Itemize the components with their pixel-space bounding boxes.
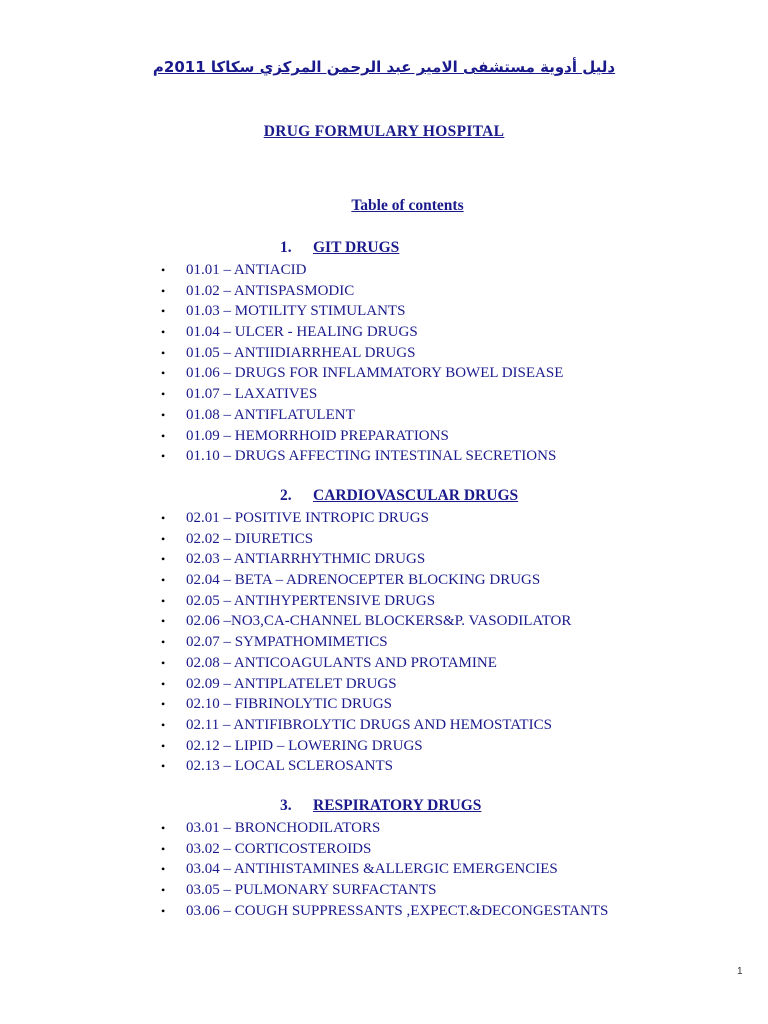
section-number: 2. — [280, 487, 292, 504]
bullet-icon: • — [161, 841, 166, 856]
section-item-list — [0, 818, 768, 921]
document-title: DRUG FORMULARY HOSPITAL — [263, 123, 505, 140]
bullet-icon: • — [161, 407, 166, 422]
list-item — [0, 859, 768, 880]
list-item-label: 02.09 – ANTIPLATELET DRUGS — [186, 675, 397, 692]
list-item — [0, 529, 768, 550]
list-item — [0, 363, 768, 384]
list-item-label: 02.13 – LOCAL SCLEROSANTS — [186, 758, 393, 775]
list-item-label: 03.01 – BRONCHODILATORS — [186, 820, 381, 836]
list-item — [0, 736, 768, 757]
list-item-label: 03.04 – ANTIHISTAMINES &ALLERGIC EMERGENCIES — [186, 861, 558, 878]
bullet-icon: • — [161, 759, 166, 774]
list-item — [0, 343, 768, 364]
list-item-label: 02.08 – ANTICOAGULANTS AND PROTAMINE — [186, 654, 497, 671]
list-item — [0, 715, 768, 736]
section-heading — [0, 794, 768, 818]
list-item — [0, 384, 768, 405]
section-title: CARDIOVASCULAR DRUGS — [313, 487, 519, 504]
list-item-label: 01.08 – ANTIFLATULENT — [186, 406, 355, 423]
section-number: 3. — [280, 797, 292, 814]
bullet-icon: • — [161, 573, 166, 588]
bullet-icon: • — [161, 511, 166, 525]
list-item-label: 01.06 – DRUGS FOR INFLAMMATORY BOWEL DISEASE — [186, 365, 564, 382]
list-item-label: 02.02 – DIURETICS — [186, 530, 314, 547]
section-heading — [0, 484, 768, 508]
list-item-label: 02.01 – POSITIVE INTROPIC DRUGS — [186, 510, 429, 526]
list-item — [0, 508, 768, 529]
bullet-icon: • — [161, 614, 166, 629]
list-item — [0, 653, 768, 674]
bullet-icon: • — [161, 304, 166, 319]
list-item-label: 03.06 – COUGH SUPPRESSANTS ,EXPECT.&DECONGESTANTS — [186, 902, 609, 919]
toc-heading: Table of contents — [351, 197, 464, 214]
bullet-icon: • — [161, 883, 166, 898]
section-item-list — [0, 260, 768, 467]
section-heading — [0, 236, 768, 260]
bullet-icon: • — [161, 821, 166, 835]
bullet-icon: • — [161, 387, 166, 402]
list-item-label: 01.03 – MOTILITY STIMULANTS — [186, 303, 406, 320]
toc-section-cardiovascular — [0, 484, 768, 777]
list-item — [0, 281, 768, 302]
arabic-title: دليل أدوية مستشفى الامير عبد الرحمن المركزي سكاكا 2011م — [152, 58, 616, 76]
list-item — [0, 839, 768, 860]
list-item-label: 01.05 – ANTIIDIARRHEAL DRUGS — [186, 344, 416, 361]
list-item-label: 01.04 – ULCER - HEALING DRUGS — [186, 324, 418, 341]
bullet-icon: • — [161, 263, 166, 277]
list-item-label: 02.07 – SYMPATHOMIMETICS — [186, 634, 388, 651]
bullet-icon: • — [161, 325, 166, 340]
bullet-icon: • — [161, 552, 166, 567]
bullet-icon: • — [161, 903, 166, 918]
list-item — [0, 549, 768, 570]
list-item — [0, 694, 768, 715]
bullet-icon: • — [161, 676, 166, 691]
section-item-list — [0, 508, 768, 777]
list-item-label: 03.05 – PULMONARY SURFACTANTS — [186, 882, 437, 899]
list-item — [0, 611, 768, 632]
section-title: RESPIRATORY DRUGS — [313, 797, 482, 814]
list-item-label: 02.04 – BETA – ADRENOCEPTER BLOCKING DRUGS — [186, 572, 541, 589]
list-item-label: 03.02 – CORTICOSTEROIDS — [186, 840, 372, 857]
bullet-icon: • — [161, 366, 166, 381]
list-item — [0, 818, 768, 839]
list-item-label: 02.11 – ANTIFIBROLYTIC DRUGS AND HEMOSTATICS — [186, 716, 552, 733]
list-item-label: 01.02 – ANTISPASMODIC — [186, 282, 355, 299]
bullet-icon: • — [161, 697, 166, 712]
list-item — [0, 632, 768, 653]
toc-section-git — [0, 236, 768, 467]
bullet-icon: • — [161, 345, 166, 360]
section-number: 1. — [280, 239, 292, 256]
bullet-icon: • — [161, 449, 166, 464]
list-item — [0, 426, 768, 447]
list-item-label: 01.09 – HEMORRHOID PREPARATIONS — [186, 427, 449, 444]
toc-section-respiratory — [0, 794, 768, 921]
bullet-icon: • — [161, 862, 166, 877]
bullet-icon: • — [161, 283, 166, 298]
list-item-label: 01.10 – DRUGS AFFECTING INTESTINAL SECRETIONS — [186, 448, 557, 465]
bullet-icon: • — [161, 655, 166, 670]
list-item — [0, 301, 768, 322]
bullet-icon: • — [161, 738, 166, 753]
list-item-label: 02.12 – LIPID – LOWERING DRUGS — [186, 737, 423, 754]
list-item-label: 01.01 – ANTIACID — [186, 262, 307, 278]
list-item — [0, 901, 768, 922]
bullet-icon: • — [161, 593, 166, 608]
list-item — [0, 405, 768, 426]
list-item-label: 02.03 – ANTIARRHYTHMIC DRUGS — [186, 551, 426, 568]
list-item-label: 02.05 – ANTIHYPERTENSIVE DRUGS — [186, 592, 436, 609]
list-item — [0, 756, 768, 777]
page-number: 1 — [737, 966, 743, 977]
bullet-icon: • — [161, 635, 166, 650]
list-item-label: 02.10 – FIBRINOLYTIC DRUGS — [186, 696, 393, 713]
list-item — [0, 322, 768, 343]
list-item-label: 02.06 –NO3,CA-CHANNEL BLOCKERS&P. VASODILATOR — [186, 613, 572, 630]
list-item — [0, 591, 768, 612]
list-item — [0, 880, 768, 901]
section-title: GIT DRUGS — [313, 239, 400, 256]
list-item — [0, 570, 768, 591]
bullet-icon: • — [161, 428, 166, 443]
bullet-icon: • — [161, 531, 166, 546]
list-item — [0, 674, 768, 695]
list-item — [0, 260, 768, 281]
bullet-icon: • — [161, 717, 166, 732]
list-item-label: 01.07 – LAXATIVES — [186, 386, 318, 403]
list-item — [0, 446, 768, 467]
